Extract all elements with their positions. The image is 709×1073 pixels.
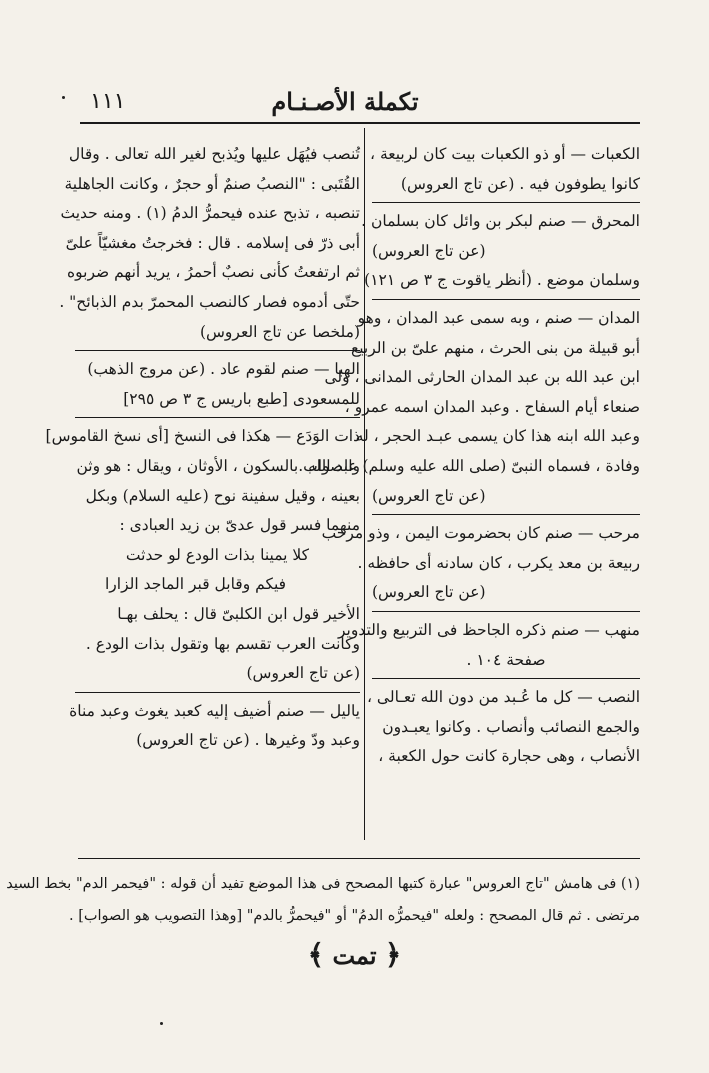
running-title: تكملة الأصـنـام (271, 87, 419, 116)
text-line: ذات الوَدَع — هكذا فى النسخ [أى نسخ القاموس] (45, 427, 360, 446)
print-speck (62, 96, 65, 99)
end-mark-text: تمت (332, 941, 377, 970)
text-line: الأنصاب ، وهى حجارة كانت حول الكعبة ، (378, 747, 640, 766)
footnote-line: (١) فى هامش "تاج العروس" عبارة كتبها المصحح فى هذا الموضع تفيد أن قوله : "فيحمر الدم" بخط السيد (6, 876, 640, 892)
source-citation: (عن تاج العروس) (372, 583, 486, 602)
ornament-brace-close: ﴾ (307, 938, 325, 971)
text-line: وكانت العرب تقسم بها وتقول بذات الودع . (85, 634, 360, 653)
text-line: أبو قبيلة من بنى الحرث ، منهم علىّ بن الربيع (350, 338, 640, 357)
footnote-line: مرتضى . ثم قال المصحح : ولعله "فيحمرُّه الدمُ" أو "فيحمرُّ بالدم" [وهذا التصويب هو الصواب] . (69, 908, 640, 924)
text-line: وعبد ودّ وغيرها . (عن تاج العروس) (136, 731, 360, 750)
text-line: تنصبه ، تذبح عنده فيحمرُّ الدمُ (١) . ومنه حديث (60, 204, 360, 223)
entry-separator (372, 678, 640, 679)
header-rule (80, 122, 640, 124)
text-line: والصواب بالسكون ، الأوثان ، ويقال : هو وثن (76, 456, 360, 475)
text-line: للمسعودى [طبع باريس ج ٣ ص ٢٩٥] (123, 389, 360, 408)
text-line: صفحة ١٠٤ . (466, 650, 546, 669)
source-citation: (عن تاج العروس) (372, 486, 486, 505)
text-line: مرحب — صنم كان بحضرموت اليمن ، وذو مرحب (321, 524, 640, 543)
left-column (45, 140, 360, 756)
entry-separator (372, 611, 640, 612)
entry-separator (75, 350, 360, 351)
text-line: بعينه ، وقيل سفينة نوح (عليه السلام) وبكل (85, 486, 360, 505)
entry-separator (372, 299, 640, 300)
entry-separator (75, 417, 360, 418)
text-line: حتّى أدموه فصار كالنصب المحمرّ بدم الذبائح" . (59, 292, 360, 311)
text-line: وفادة ، فسماه النبىّ (صلى الله عليه وسلم) عبد الله . (298, 456, 640, 475)
end-mark (0, 938, 709, 971)
page-header (60, 85, 630, 125)
text-line: (ملخصا عن تاج العروس) (199, 322, 360, 341)
text-line: القُتَبى : "النصبُ صنمٌ أو حجرٌ ، وكانت الجاهلية (64, 174, 360, 193)
text-line: منهب — صنم ذكره الجاحظ فى التربيع والتدوير (337, 620, 640, 639)
ornament-brace-open: ﴿ (384, 938, 402, 971)
entry-separator (372, 202, 640, 203)
text-line: تُنصب فيُهَل عليها ويُذبح لغير الله تعالى . وقال (68, 145, 360, 163)
text-line: وسلمان موضع . (أنظر ياقوت ج ٣ ص ١٢١) (364, 271, 640, 290)
footnotes (6, 868, 640, 932)
text-line: منهما فسر قول عدىّ بن زيد العبادى : (119, 516, 360, 535)
text-line: أبى ذرّ فى إسلامه . قال : فخرجتُ مغشيّاً علىّ (65, 233, 360, 252)
text-line: (عن تاج العروس) (246, 664, 360, 683)
page-number: ١١١ (90, 89, 126, 114)
text-line: صنعاء أيام السفاح . وعبد المدان اسمه عمرو ، (344, 397, 640, 416)
print-speck (160, 1022, 163, 1025)
footnote-rule (78, 858, 640, 859)
text-line: ابن عبد الله بن عبد المدان الحارثى المدانى ، ولى (324, 368, 640, 387)
entry-separator (75, 692, 360, 693)
text-line: وعبد الله ابنه هذا كان يسمى عبـد الحجر ، له (355, 427, 640, 446)
entry-separator (372, 514, 640, 515)
text-line: الهبا — صنم لقوم عاد . (عن مروج الذهب) (87, 360, 360, 379)
right-column (298, 140, 640, 772)
text-line: والجمع النصائب وأنصاب . وكانوا يعبـدون (382, 717, 640, 736)
source-citation: (عن تاج العروس) (372, 241, 486, 260)
text-line: ثم ارتفعتُ كأنى نصبٌ أحمرُ ، يريد أنهم ضربوه (67, 263, 360, 282)
text-line: النصب — كل ما عُـبد من دون الله تعـالى ، (367, 688, 640, 707)
text-line: كانوا يطوفون فيه . (عن تاج العروس) (400, 174, 640, 193)
text-line: ياليل — صنم أضيف إليه كعبد يغوث وعبد مناة (69, 701, 360, 720)
text-line: المدان — صنم ، وبه سمى عبد المدان ، وهو (357, 308, 640, 327)
text-line: الأخير قول ابن الكلبىّ قال : يحلف بهـا (117, 604, 360, 623)
text-line: فيكم وقابل قبر الماجد الزارا (105, 575, 287, 594)
text-line: الكعبات — أو ذو الكعبات بيت كان لربيعة ، (370, 145, 640, 163)
text-line: ربيعة بن معد يكرب ، كان سادنه أى حافظه . (357, 553, 640, 572)
text-line: كلا يمينا بذات الودع لو حدثت (125, 545, 310, 564)
text-line: المحرق — صنم لبكر بن وائل كان بسلمان . (361, 212, 640, 231)
